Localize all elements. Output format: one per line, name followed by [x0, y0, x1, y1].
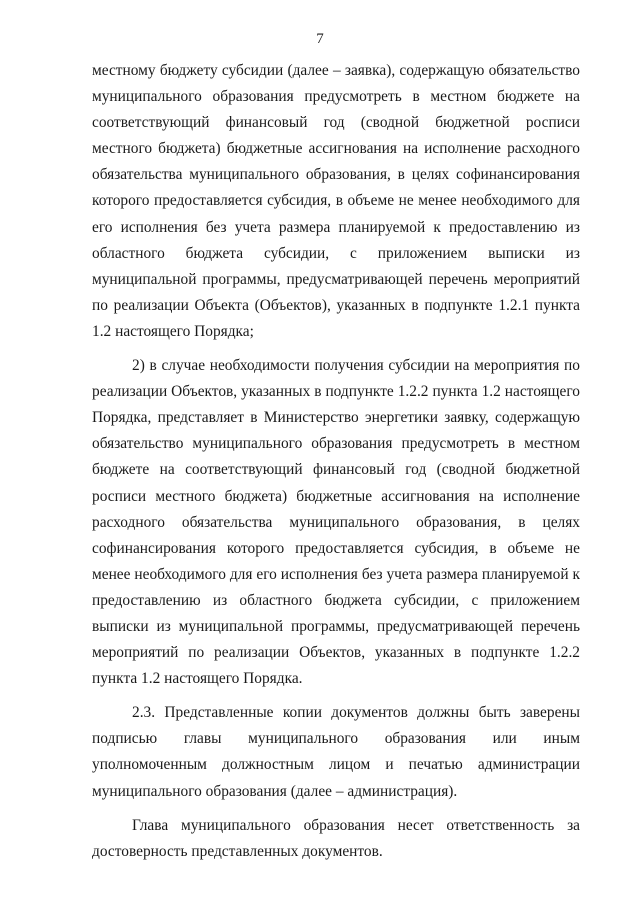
paragraph-item-2: 2) в случае необходимости получения субсидии на мероприятия по реализации Объектов, указанных в подпункте 1.2.2 пункта 1.2 настоящего Порядка, представляет в Министерство энергетики заявку, содержащую обязательство муниципального образования предусмотреть в местном бюджете на соответствующий финансовый год (сводной бюджетной росписи местного бюджета) бюджетные ассигнования на исполнение расходного обязательства муниципального образования, в целях софинансирования которого предоставляется субсидия, в объеме не менее необходимого для его исполнения без учета размера планируемой к предоставлению из областного бюджета субсидии, с приложением выписки из муниципальной программы, предусматривающей перечень мероприятий по реализации Объектов, указанных в подпункте 1.2.2 пункта 1.2 настоящего Порядка.: [92, 357, 580, 688]
paragraph-continuation: местному бюджету субсидии (далее – заявка), содержащую обязательство муниципального образования предусмотреть в местном бюджете на соответствующий финансовый год (сводной бюджетной росписи местного бюджета) бюджетные ассигнования на исполнение расходного обязательства муниципального образования, в целях софинансирования которого предоставляется субсидия, в объеме не менее необходимого для его исполнения без учета размера планируемой к предоставлению из областного бюджета субсидии, с приложением выписки из муниципальной программы, предусматривающей перечень мероприятий по реализации Объекта (Объектов), указанных в подпункте 1.2.1 пункта 1.2 настоящего Порядка;: [92, 62, 580, 340]
paragraph-responsibility: Глава муниципального образования несет ответственность за достоверность представленных документов.: [92, 816, 580, 860]
document-body: [92, 58, 580, 865]
paragraph-section-2-3: 2.3. Представленные копии документов должны быть заверены подписью главы муниципального образования или иным уполномоченным должностным лицом и печатью администрации муниципального образования (далее – администрация).: [92, 704, 580, 800]
page-number: 7: [316, 31, 324, 47]
